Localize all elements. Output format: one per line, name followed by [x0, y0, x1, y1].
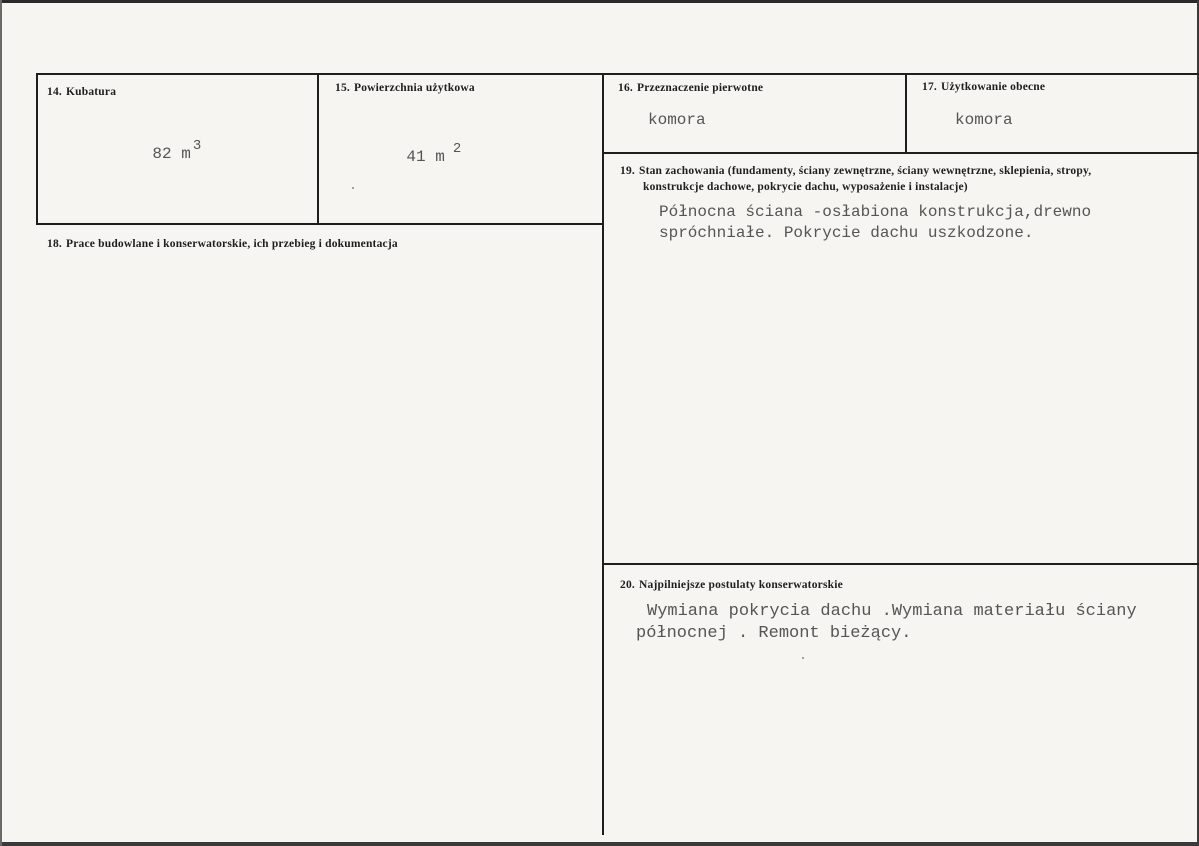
field-16-value: komora — [648, 111, 706, 129]
ink-speck — [802, 657, 804, 659]
field-17-title: Użytkowanie obecne — [940, 81, 1046, 93]
field-15-unit-superscript: 2 — [452, 141, 462, 157]
field-15-value — [368, 121, 461, 194]
field-14-value-text: 82 m — [152, 145, 191, 163]
field-17-label — [922, 79, 1045, 95]
field-17-number: 17. — [922, 81, 937, 93]
field-19-value-line-1: Północna ściana -osłabiona konstrukcja,drewno — [659, 203, 1092, 221]
field-19-title-line-1: Stan zachowania (fundamenty, ściany zewnętrzne, ściany wewnętrzne, sklepienia, stropy, — [638, 165, 1092, 177]
field-14-label — [47, 84, 116, 100]
field-16-number: 16. — [618, 82, 633, 94]
field-20-title: Najpilniejsze postulaty konserwatorskie — [638, 579, 843, 591]
field-15-title: Powierzchnia użytkowa — [353, 82, 475, 94]
field-14-number: 14. — [47, 86, 62, 98]
grid-line-right-lower — [604, 563, 1199, 565]
grid-line-left-edge — [36, 73, 38, 225]
field-20-number: 20. — [620, 579, 635, 591]
field-16-label — [618, 80, 763, 96]
grid-line-divider-14-15 — [317, 73, 319, 225]
grid-line-top — [36, 73, 1199, 75]
field-14-title: Kubatura — [65, 86, 117, 98]
field-20-label — [620, 577, 843, 593]
field-18-title: Prace budowlane i konserwatorskie, ich przebieg i dokumentacja — [65, 238, 398, 250]
field-15-label — [335, 80, 475, 96]
field-18-number: 18. — [47, 238, 62, 250]
field-18-label — [47, 236, 398, 252]
field-19-value-line-2: spróchniałe. Pokrycie dachu uszkodzone. — [659, 224, 1034, 242]
field-19-number: 19. — [620, 165, 635, 177]
ink-speck — [352, 187, 354, 189]
field-20-value-line-2: północnej . Remont bieżący. — [636, 624, 912, 643]
frame-bottom-edge — [0, 842, 1199, 846]
grid-line-left-middle — [36, 223, 604, 225]
grid-line-center-divider — [602, 73, 604, 835]
field-16-title: Przeznaczenie pierwotne — [636, 82, 764, 94]
field-19-label-line-1 — [620, 163, 1091, 179]
field-14-value — [114, 118, 201, 191]
field-17-value: komora — [955, 111, 1013, 129]
grid-line-divider-16-17 — [905, 73, 907, 153]
field-14-unit-superscript: 3 — [192, 138, 202, 154]
frame-top-edge — [0, 0, 1199, 3]
field-15-value-text: 41 m — [406, 148, 445, 166]
field-20-value-line-1: Wymiana pokrycia dachu .Wymiana materiału ściany — [647, 602, 1137, 621]
frame-left-edge — [0, 0, 2, 846]
grid-line-right-upper — [604, 152, 1199, 154]
field-15-number: 15. — [335, 82, 350, 94]
field-19-label-line-2: konstrukcje dachowe, pokrycie dachu, wyposażenie i instalacje) — [643, 181, 968, 193]
